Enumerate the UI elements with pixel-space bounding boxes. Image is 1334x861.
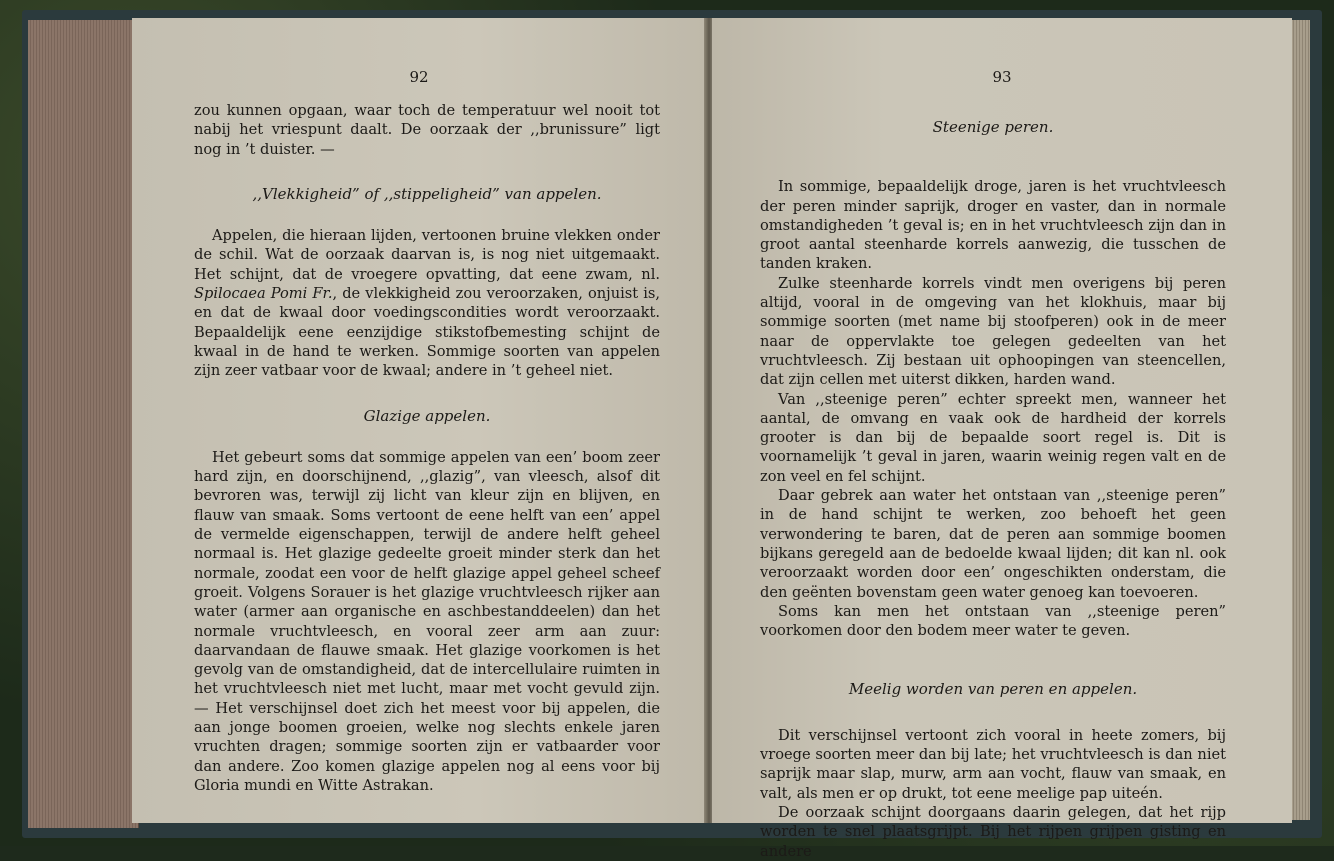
section-heading: Meelig worden van peren en appelen. [848, 680, 1138, 699]
left-page [132, 18, 706, 823]
right-page [712, 18, 1292, 860]
paragraph: Het gebeurt soms dat sommige appelen van een’ boom zeer hard zijn, en doorschijnend, ,,glazig”, van vleesch, alsof dit bevroren was, terwijl zij licht van kleur zijn en blijven, en flauw van smaak. Soms vertoont de eene helft van een’ appel de vermelde eigenschappen, terwijl de andere helft geheel normaal is. Het glazige gedeelte groeit minder sterk dan het normale, zoodat een voor de helft glazige appel geheel scheef groeit. Volgens Sorauer is het glazige vruchtvleesch rijker aan water (armer aan organische en aschbestanddeelen) dan het normale vruchtvleesch, en vooral zeer arm aan zuur: daarvandaan de flauwe smaak. Het glazige voorkomen is het gevolg van de omstandigheid, dat de intercellulaire ruimten in het vruchtvleesch niet met lucht, maar met vocht gevuld zijn. — Het verschijnsel doet zich het meest voor bij appelen, die aan jonge boomen groeien, welke nog slechts enkele jaren vruchten dragen; sommige soorten zijn er vatbaarder voor dan andere. Zoo komen glazige appelen nog al eens voor bij Gloria mundi en Witte Astrakan. [194, 448, 660, 794]
paragraph: Daar gebrek aan water het ontstaan van ,,steenige peren” in de hand schijnt te werken, zoo behoeft het geen verwondering te baren, dat de peren aan sommige boomen bijkans geregeld aan de bedoelde kwaal lijden; dit kan nl. ook veroorzaakt worden door een’ ongeschikten onderstam, die den geënten bovenstam geen water genoeg kan toevoeren. [760, 487, 1226, 601]
section-heading: ,,Vlekkigheid” of ,,stippeligheid” van appelen. [252, 184, 602, 203]
paragraph: Soms kan men het ontstaan van ,,steenige peren” voorkomen door den bodem meer water te geven. [760, 602, 1226, 640]
paragraph: De oorzaak schijnt doorgaans daarin gelegen, dat het rijp worden te snel plaatsgrijpt. Bij het rijpen grijpen gisting en andere [760, 803, 1226, 860]
left-page-text [194, 101, 660, 795]
paragraph: Dit verschijnsel vertoont zich vooral in heete zomers, bij vroege soorten meer dan bij late; het vruchtvleesch is dan niet saprijk maar slap, murw, arm aan vocht, flauw van smaak, en valt, als men er op drukt, tot eene meelige pap uiteén. [760, 726, 1226, 802]
left-page-edges [28, 20, 139, 828]
paragraph: Van ,,steenige peren” echter spreekt men, wanneer het aantal, de omvang en vaak ook de hardheid der korrels grooter is dan bij de bepaalde soort regel is. Dit is voornamelijk ’t geval in jaren, waarin weinig regen valt en de zon veel en fel schijnt. [760, 390, 1226, 485]
species-name: Spilocaea Pomi Fr. [194, 285, 333, 303]
page-number: 92 [409, 68, 429, 86]
right-page-text [760, 118, 1226, 861]
paragraph-text: Appelen, die hieraan lijden, vertoonen bruine vlekken onder de schil. Wat de oorzaak daarvan is, is nog niet uitgemaakt. Het schijnt, dat de vroegere opvatting, dat eene zwam, nl. [194, 227, 660, 283]
paragraph-text: , de vlekkigheid zou veroorzaken, onjuist is, en dat de kwaal door voedingscondities wordt veroorzaakt. Bepaaldelijk eene eenzijdige stikstofbemesting schijnt de kwaal in de hand te werken. Sommige soorten van appelen zijn zeer vatbaar voor de kwaal; andere in ’t geheel niet. [194, 285, 661, 380]
paragraph: zou kunnen opgaan, waar toch de temperatuur wel nooit tot nabij het vriespunt daalt. De oorzaak der ,,brunissure” ligt nog in ’t duister. — [194, 102, 660, 158]
paragraph: In sommige, bepaaldelijk droge, jaren is het vruchtvleesch der peren minder saprijk, droger en vaster, dan in normale omstandigheden ’t geval is; en in het vruchtvleesch zijn dan in groot aantal steenharde korrels aanwezig, die tusschen de tanden kraken. [760, 178, 1226, 273]
page-number: 93 [992, 68, 1012, 86]
section-heading: Glazige appelen. [363, 406, 491, 425]
paragraph: Zulke steenharde korrels vindt men overigens bij peren altijd, vooral in de omgeving van het klokhuis, maar bij sommige soorten (met name bij stoofperen) ook in de meer naar de oppervlakte toe gelegen gedeelten van het vruchtvleesch. Zij bestaan uit ophoopingen van steencellen, dat zijn cellen met uiterst dikken, harden wand. [760, 274, 1226, 389]
paragraph [194, 226, 660, 380]
section-heading: Steenige peren. [932, 118, 1054, 136]
